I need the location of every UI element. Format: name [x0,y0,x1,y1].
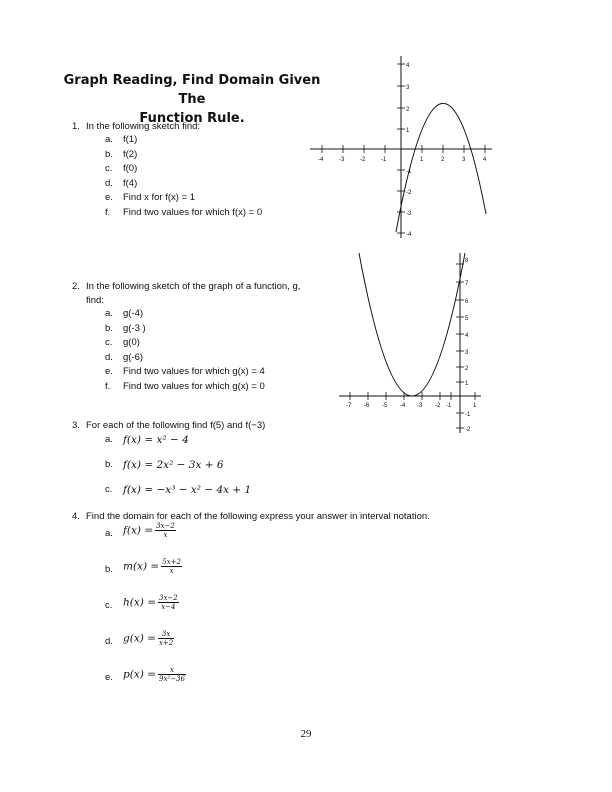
tick-label: -1 [406,169,412,175]
tick-label: 7 [465,281,469,287]
tick-label: 2 [441,157,445,163]
tick-label: -4 [406,232,412,238]
title-line-2: Function Rule. [139,111,245,126]
tick-label: -2 [465,427,471,433]
question-number: 4. [72,511,80,522]
tick-label: 1 [473,403,477,409]
tick-label: 3 [465,350,469,356]
tick-label: -1 [446,403,452,409]
tick-label: 5 [465,316,469,322]
question-number: 1. [72,121,80,132]
tick-label: 3 [462,157,466,163]
tick-label: 8 [465,258,469,264]
tick-label: -3 [339,157,345,163]
tick-label: -2 [435,403,441,409]
question-stem-cont: find: [86,295,104,306]
function-curve-g [359,253,465,396]
tick-label: -7 [346,403,352,409]
tick-label: 3 [406,85,410,91]
tick-label: 4 [406,63,410,69]
tick-label: 1 [465,381,469,387]
tick-label: -2 [406,190,412,196]
tick-label: 1 [406,128,410,134]
tick-label: -4 [400,403,406,409]
tick-label: 2 [406,107,410,113]
question-number: 2. [72,281,80,292]
tick-label: 2 [465,366,469,372]
tick-label: -2 [360,157,366,163]
tick-label: -3 [406,211,412,217]
tick-label: -1 [381,157,387,163]
graph-1 [300,52,500,242]
question-number: 3. [72,420,80,431]
question-stem: In the following sketch find: [86,121,201,132]
page-number: 29 [300,728,312,740]
question-stem: Find the domain for each of the following express your answer in interval notation. [86,511,430,522]
tick-label: 4 [483,157,487,163]
tick-label: -4 [318,157,324,163]
question-stem: For each of the following find f(5) and f(−3) [86,420,266,431]
graph-2 [335,250,485,435]
tick-label: -6 [364,403,370,409]
title-line-1: Graph Reading, Find Domain Given The [63,73,321,107]
tick-label: -5 [382,403,388,409]
question-stem: In the following sketch of the graph of a function, g, [86,281,301,292]
tick-label: 4 [465,333,469,339]
tick-label: 1 [420,157,424,163]
tick-label: 6 [465,299,469,305]
tick-label: -3 [417,403,423,409]
tick-label: -1 [465,412,471,418]
